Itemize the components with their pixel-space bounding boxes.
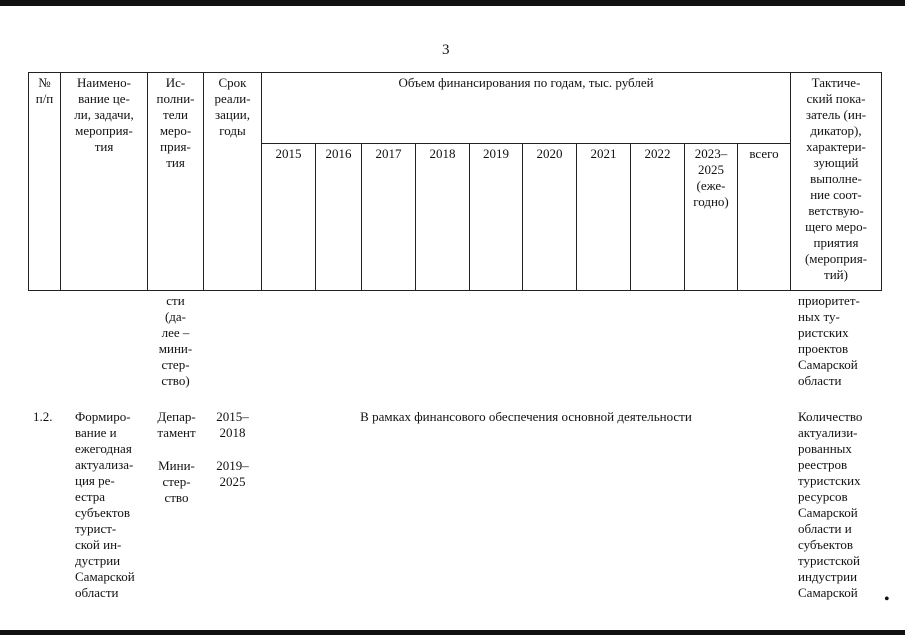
row-term-first: 2015– 2018 [216, 409, 249, 440]
year-2020: 2020 [536, 146, 563, 161]
col-divider-total [737, 143, 738, 291]
row-indicator: Количество актуализи- рованных реестров туристских ресурсов Самарской области и субъектов туристской индустрии Самарской [798, 409, 863, 600]
header-num: № п/п [35, 75, 54, 106]
col-divider-2019 [469, 143, 470, 291]
year-2022: 2022 [644, 146, 671, 161]
col-divider-2017 [361, 143, 362, 291]
page-number: 3 [442, 42, 450, 58]
row-num: 1.2. [33, 409, 53, 424]
year-2018: 2018 [429, 146, 456, 161]
table-top-line [28, 72, 882, 73]
header-bottom-line [28, 290, 882, 291]
year-2015: 2015 [275, 146, 302, 161]
row-executor-department: Депар- тамент [157, 409, 196, 440]
year-2023-2025: 2023– 2025 (еже- годно) [693, 146, 729, 209]
year-2019: 2019 [483, 146, 509, 161]
header-indicator: Тактиче- ский пока- затель (ин- дикатор), характери- зующий выполне- ние соот- ветствую- щего меро- приятия (мероприя- тий) [804, 75, 868, 282]
col-divider-2016 [315, 143, 316, 291]
col-divider-2021 [576, 143, 577, 291]
row-name: Формиро- вание и ежегодная актуализа- ция ре- естра субъектов турист- ской ин- дустрии Самарской области [75, 409, 135, 600]
stray-dot-mark: • [884, 591, 890, 608]
year-2016: 2016 [325, 146, 352, 161]
col-divider-2018 [415, 143, 416, 291]
col-divider-2020 [522, 143, 523, 291]
continuation-indicator: приоритет- ных ту- ристских проектов Самарской области [798, 293, 860, 388]
year-header-top-line [261, 143, 790, 144]
row-executor-ministry: Мини- стер- ство [158, 458, 195, 505]
col-divider-right [881, 72, 882, 291]
year-2021: 2021 [590, 146, 617, 161]
header-funding: Объем финансирования по годам, тыс. рублей [398, 75, 654, 90]
row-funding-note: В рамках финансового обеспечения основной деятельности [360, 409, 692, 424]
col-divider-term [261, 72, 262, 291]
header-executors: Ис- полни- тели меро- прия- тия [156, 75, 195, 170]
col-divider-2022 [630, 143, 631, 291]
continuation-executors: сти (да- лее – мини- стер- ство) [158, 293, 193, 388]
year-2017: 2017 [375, 146, 402, 161]
header-term: Срок реали- зации, годы [214, 75, 251, 138]
year-total: всего [749, 146, 779, 161]
row-term-second: 2019– 2025 [216, 458, 249, 489]
header-name: Наимено- вание це- ли, задачи, мероприя- тия [74, 75, 134, 154]
